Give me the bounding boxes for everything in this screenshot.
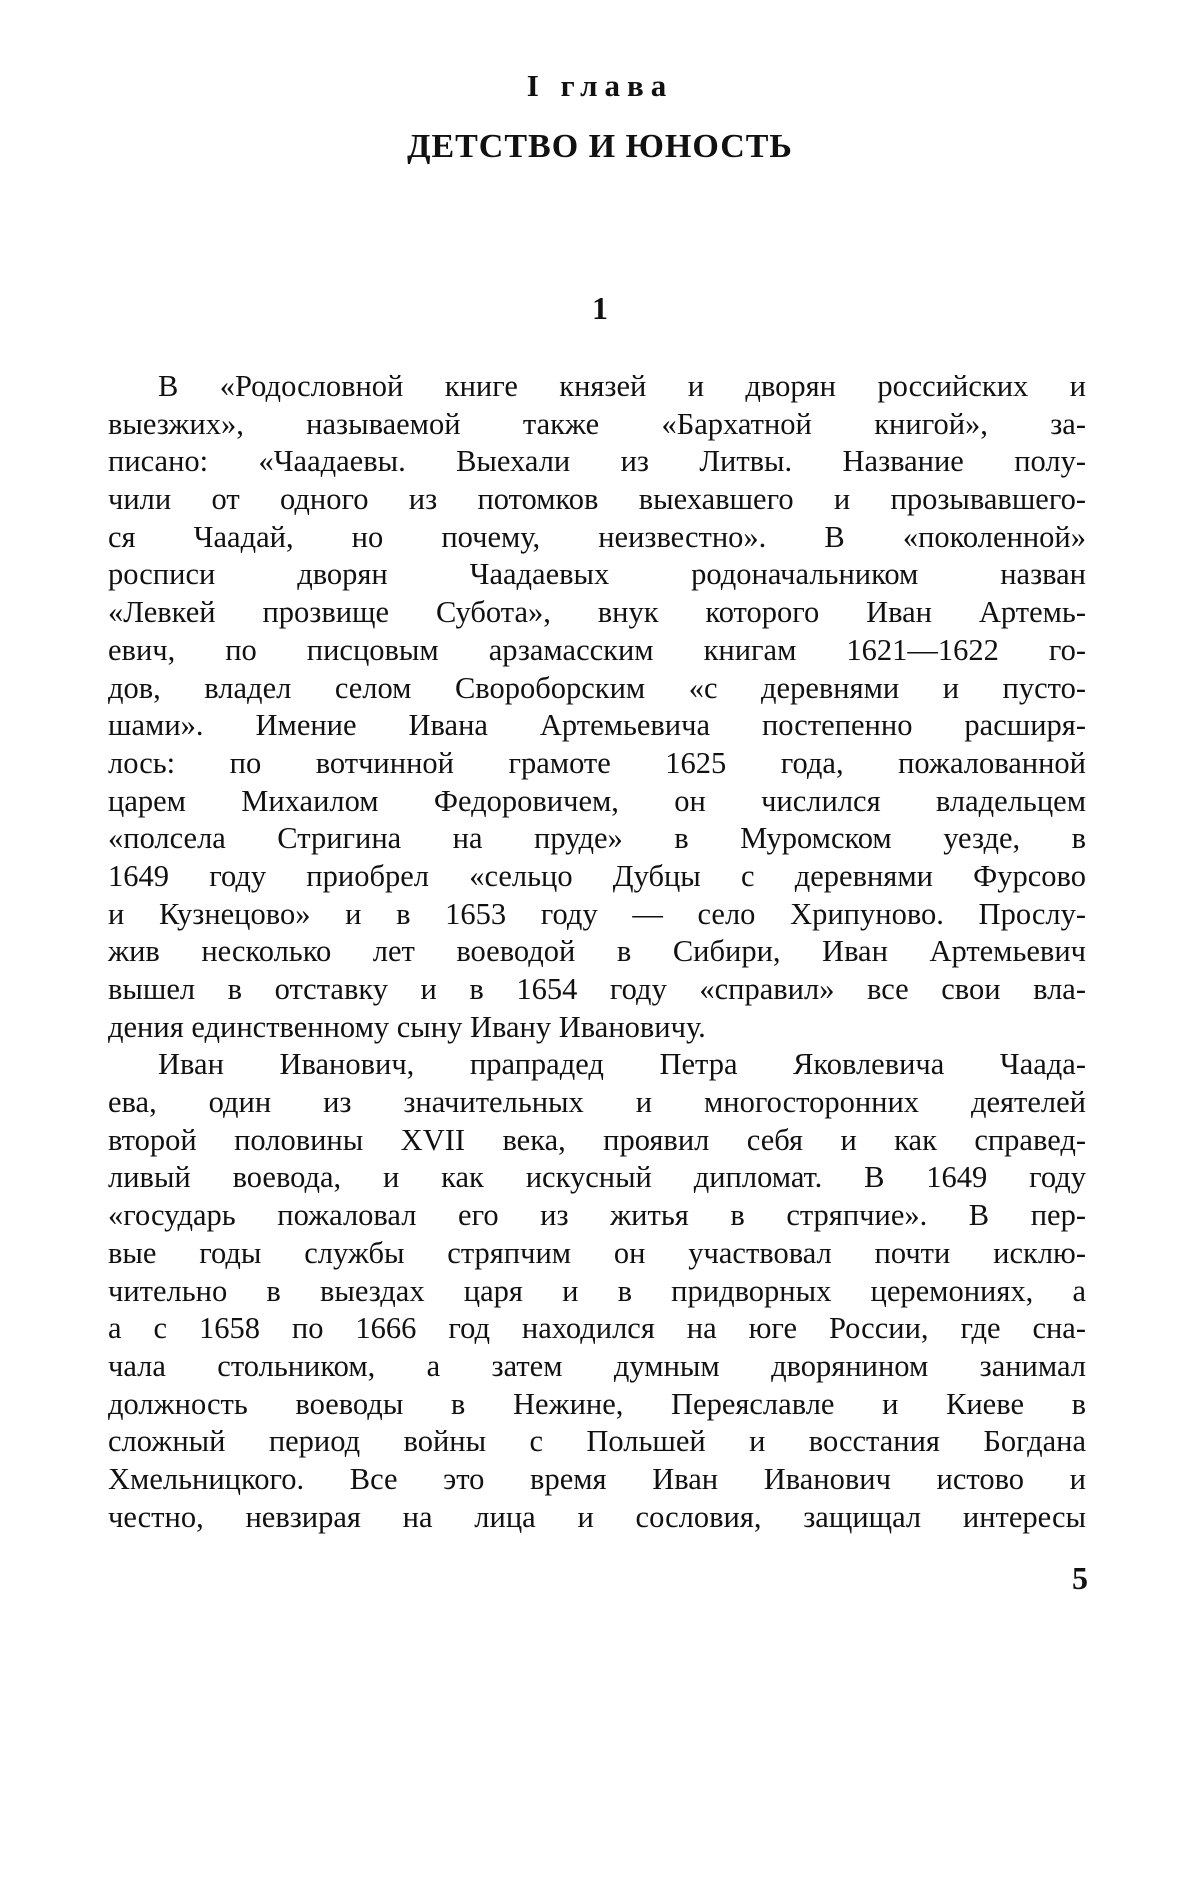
text-line: «полсела Стригина на пруде» в Муромском уезде, в [108, 820, 1086, 858]
text-line: 1649 году приобрел «сельцо Дубцы с деревнями Фурсово [108, 858, 1086, 896]
chapter-title: ДЕТСТВО И ЮНОСТЬ [0, 128, 1200, 166]
text-line: дения единственному сыну Ивану Ивановичу. [108, 1009, 1086, 1047]
text-line: царем Михаилом Федоровичем, он числился владельцем [108, 783, 1086, 821]
text-line: шами». Имение Ивана Артемьевича постепенно расширя- [108, 707, 1086, 745]
text-line: ся Чаадай, но почему, неизвестно». В «поколенной» [108, 519, 1086, 557]
text-line: а с 1658 по 1666 год находился на юге России, где сна- [108, 1310, 1086, 1348]
text-line: второй половины XVII века, проявил себя и как справед- [108, 1122, 1086, 1160]
text-line: чала стольником, а затем думным дворянином занимал [108, 1348, 1086, 1386]
text-line: сложный период войны с Польшей и восстания Богдана [108, 1423, 1086, 1461]
text-line: чили от одного из потомков выехавшего и прозывавшего- [108, 481, 1086, 519]
text-line: Иван Иванович, прапрадед Петра Яковлевича Чаада- [108, 1046, 1086, 1084]
chapter-label: I глава [0, 68, 1200, 104]
text-line: жив несколько лет воеводой в Сибири, Иван Артемьевич [108, 933, 1086, 971]
book-page [0, 0, 1200, 1893]
text-line: выезжих», называемой также «Бархатной книгой», за- [108, 406, 1086, 444]
text-line: евич, по писцовым арзамасским книгам 1621—1622 го- [108, 632, 1086, 670]
text-line: «государь пожаловал его из житья в стряпчие». В пер- [108, 1197, 1086, 1235]
text-line: «Левкей прозвище Субота», внук которого Иван Артемь- [108, 594, 1086, 632]
text-line: лось: по вотчинной грамоте 1625 года, пожалованной [108, 745, 1086, 783]
text-line: В «Родословной книге князей и дворян российских и [108, 368, 1086, 406]
body-text [108, 368, 1086, 1536]
text-line: чительно в выездах царя и в придворных церемониях, а [108, 1273, 1086, 1311]
text-line: дов, владел селом Свороборским «с деревнями и пусто- [108, 670, 1086, 708]
text-line: честно, невзирая на лица и сословия, защищал интересы [108, 1499, 1086, 1537]
page-number: 5 [1052, 1560, 1088, 1597]
text-line: вышел в отставку и в 1654 году «справил» все свои вла- [108, 971, 1086, 1009]
text-line: писано: «Чаадаевы. Выехали из Литвы. Название полу- [108, 443, 1086, 481]
text-line: должность воеводы в Нежине, Переяславле и Киеве в [108, 1386, 1086, 1424]
text-line: ева, один из значительных и многосторонних деятелей [108, 1084, 1086, 1122]
text-line: ливый воевода, и как искусный дипломат. В 1649 году [108, 1159, 1086, 1197]
text-line: росписи дворян Чаадаевых родоначальником назван [108, 556, 1086, 594]
text-line: и Кузнецово» и в 1653 году — село Хрипуново. Прослу- [108, 896, 1086, 934]
text-line: Хмельницкого. Все это время Иван Иванович истово и [108, 1461, 1086, 1499]
section-number: 1 [0, 290, 1200, 327]
text-line: вые годы службы стряпчим он участвовал почти исклю- [108, 1235, 1086, 1273]
